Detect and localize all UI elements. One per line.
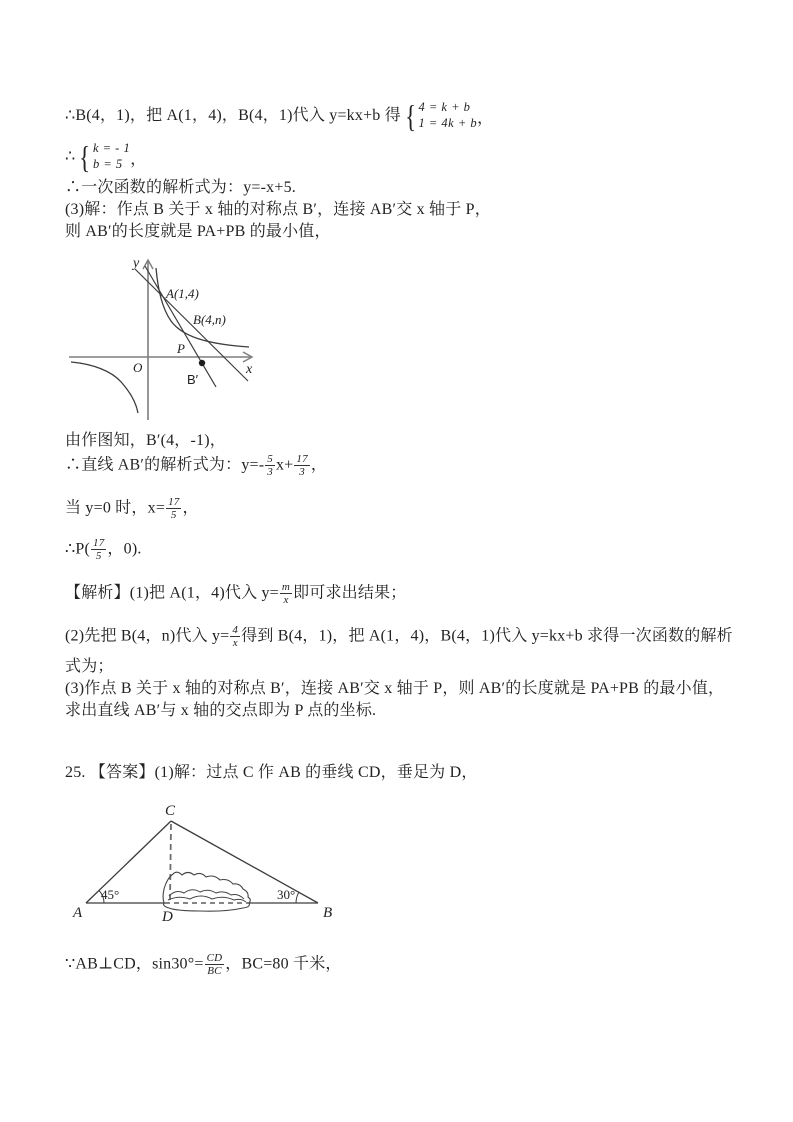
hyperbola-branch-q3 [71, 362, 138, 413]
fraction-4-x: $\frac{4}{x}$ [232, 624, 239, 650]
line-q25-answer: 25. 【答案】(1)解：过点 C 作 AB 的垂线 CD，垂足为 D， [65, 764, 478, 781]
line-analysis-1 [65, 581, 406, 606]
text-therefore: ∴ [65, 148, 76, 166]
angle-b-label: 30° [277, 887, 296, 902]
system2-eq1: k = - 1 [92, 141, 131, 156]
point-b-label: B(4,n) [193, 312, 226, 327]
brace-glyph: { [79, 139, 91, 175]
fraction-17-5: $\frac{17}{5}$ [93, 537, 105, 563]
line-analysis-3b: 求出直线 AB′与 x 轴的交点即为 P 点的坐标. [65, 702, 377, 719]
point-b-prime-dot [199, 360, 205, 366]
system1-eq1: 4 = k + b [418, 100, 471, 115]
angle-a-label: 45° [101, 887, 120, 902]
point-b-prime-label: B′ [187, 372, 199, 387]
line-part3-step1: (3)解：作点 B 关于 x 轴的对称点 B′，连接 AB′交 x 轴于 P， [65, 201, 491, 218]
text-post: ， [182, 499, 199, 517]
system1-eq2: 1 = 4k + b [418, 116, 478, 130]
y-axis-label: y [133, 256, 140, 271]
line-sin30-relation [65, 952, 342, 977]
fraction-17-5: $\frac{17}{5}$ [168, 496, 180, 522]
origin-label: O [133, 360, 143, 375]
x-axis-label: x [246, 362, 253, 377]
line-substitute-kxb [65, 100, 493, 132]
vertex-b-label: B [323, 905, 333, 921]
line-when-y-zero [65, 496, 199, 521]
side-ac [86, 821, 171, 903]
coordinate-graph-figure [65, 250, 265, 430]
equation-system-1 [403, 100, 477, 132]
text-comma: ， [130, 151, 147, 169]
line-part3-step2: 则 AB′的长度就是 PA+PB 的最小值， [65, 223, 331, 240]
text-post: 即可求出结果； [293, 584, 407, 602]
text-post: ， [310, 456, 328, 474]
line-analysis-2b: 式为； [65, 658, 114, 675]
point-a-label: A(1,4) [166, 286, 199, 301]
point-p-label: P [177, 341, 185, 356]
system2-eq2: b = 5 [92, 157, 123, 171]
text-mid: x+ [275, 456, 294, 474]
equation-system-2 [77, 141, 130, 173]
foot-d-label: D [162, 909, 173, 925]
fraction-cd-bc: $\frac{CD}{BC}$ [206, 952, 223, 978]
triangle-figure [65, 800, 365, 945]
angle-arc-b [296, 892, 299, 903]
fraction-m-x: $\frac{m}{x}$ [281, 581, 291, 607]
line-ab-prime-equation [65, 453, 327, 478]
text-pre: ∴P( [65, 540, 91, 558]
line-linear-function: ∴一次函数的解析式为：y=-x+5. [65, 179, 296, 196]
line-point-p [65, 537, 142, 562]
text-pre: 【解析】(1)把 A(1，4)代入 y= [65, 584, 279, 602]
vertex-a-label: A [73, 905, 83, 921]
text-post: 得到 B(4，1)，把 A(1，4)，B(4，1)代入 y=kx+b 求得一次函数的解析 [241, 627, 733, 645]
vertex-c-label: C [165, 803, 176, 819]
text-pre: 当 y=0 时，x= [65, 499, 166, 517]
hill-contour-2 [168, 896, 246, 902]
fraction-5-3: $\frac{5}{3}$ [267, 453, 273, 479]
text-pre: (2)先把 B(4，n)代入 y= [65, 627, 230, 645]
text-pre: ∵AB⊥CD，sin30°= [65, 955, 204, 973]
text-pre: ∴直线 AB′的解析式为：y=- [65, 456, 265, 474]
text-comma: ， [477, 110, 494, 128]
text-substitute: ∴B(4，1)，把 A(1，4)，B(4，1)代入 y=kx+b 得 [65, 107, 401, 125]
altitude-cd-dashed [170, 824, 171, 901]
line-analysis-3: (3)作点 B 关于 x 轴的对称点 B′，连接 AB′交 x 轴于 P，则 AB′的长度就是 PA+PB 的最小值， [65, 680, 725, 697]
line-kb-solution [65, 141, 146, 173]
line-analysis-2 [65, 624, 733, 649]
brace-glyph: { [405, 98, 417, 134]
side-cb [171, 821, 318, 903]
text-post: ，0). [107, 540, 142, 558]
text-post: ，BC=80 千米， [225, 955, 342, 973]
line-b-prime-coords: 由作图知，B′(4，-1)， [65, 432, 226, 449]
fraction-17-3: $\frac{17}{3}$ [296, 453, 308, 479]
